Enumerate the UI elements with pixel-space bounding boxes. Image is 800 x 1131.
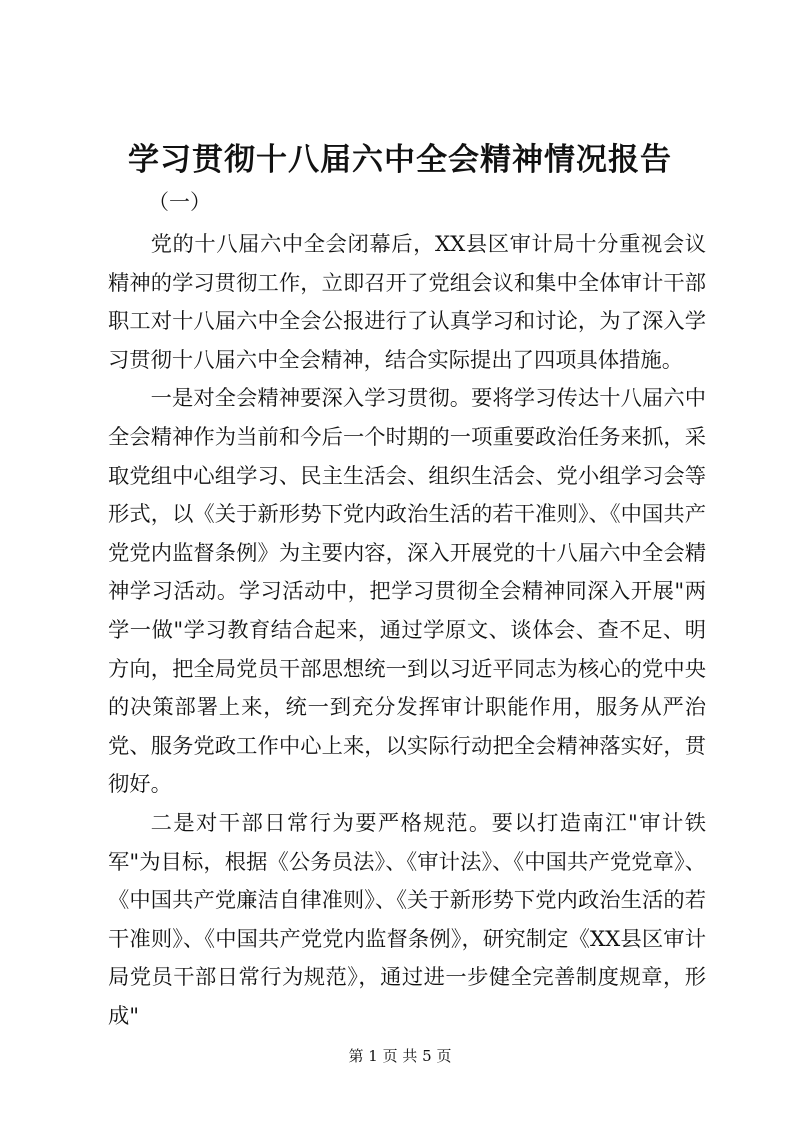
paragraph-intro: 党的十八届六中全会闭幕后，XX县区审计局十分重视会议精神的学习贯彻工作，立即召开了党组会议和集中全体审计干部职工对十八届六中全会公报进行了认真学习和讨论，为了深入学习贯彻十八届六中全会精神，结合实际提出了四项具体措施。 [108,232,706,373]
page-footer: 第 1 页 共 5 页 [348,1047,452,1065]
section-marker: （一） [148,190,211,214]
paragraph-measure-two: 二是对干部日常行为要严格规范。要以打造南江"审计铁军"为目标，根据《公务员法》、《审计法》、《中国共产党党章》、《中国共产党廉洁自律准则》、《关于新形势下党内政治生活的若干准则》、《中国共产党党内监督条例》，研究制定《XX县区审计局党员干部日常行为规范》，通过进一步健全完善制度规章，形成" [108,810,706,1029]
document-title: 学习贯彻十八届六中全会精神情况报告 [128,142,672,178]
paragraph-measure-one: 一是对全会精神要深入学习贯彻。要将学习传达十八届六中全会精神作为当前和今后一个时期的一项重要政治任务来抓，采取党组中心组学习、民主生活会、组织生活会、党小组学习会等形式，以《关于新形势下党内政治生活的若干准则》、《中国共产党党内监督条例》为主要内容，深入开展党的十八届六中全会精神学习活动。学习活动中，把学习贯彻全会精神同深入开展"两学一做"学习教育结合起来，通过学原文、谈体会、查不足、明方向，把全局党员干部思想统一到以习近平同志为核心的党中央的决策部署上来，统一到充分发挥审计职能作用，服务从严治党、服务党政工作中心上来，以实际行动把全会精神落实好，贯彻好。 [108,386,706,798]
document-body [108,226,706,1036]
